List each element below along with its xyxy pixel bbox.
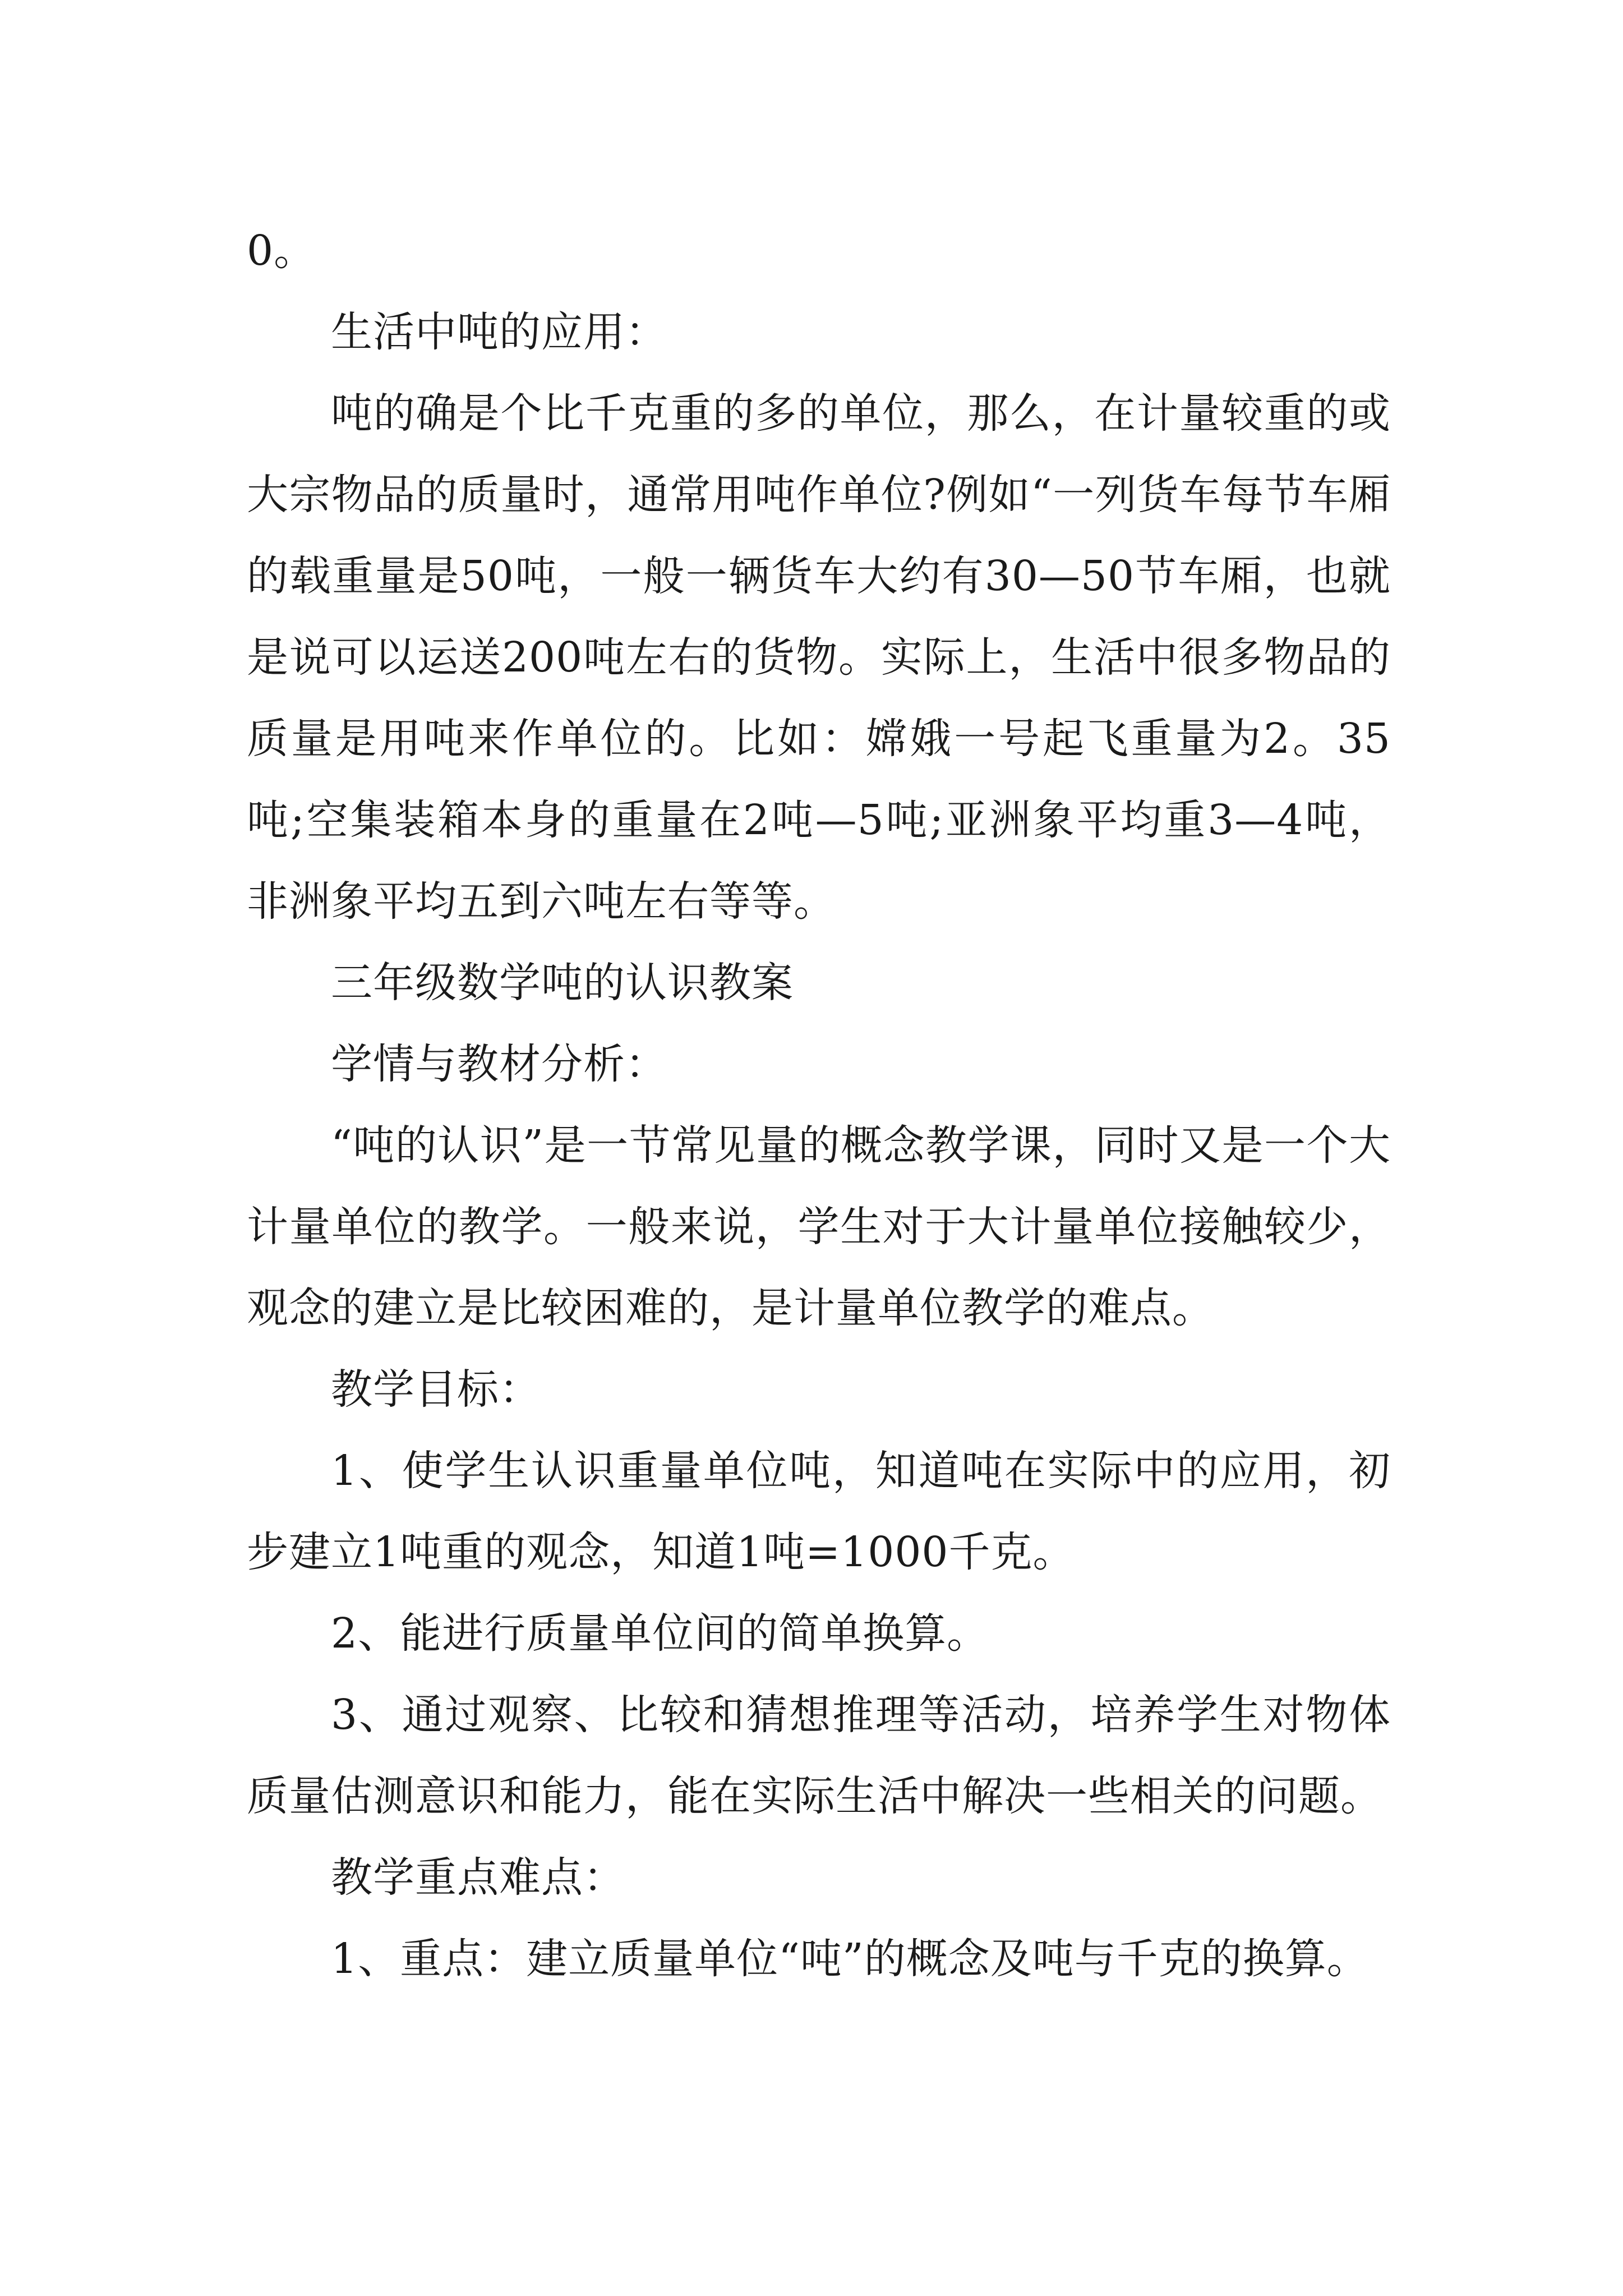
- paragraph-analysis: “吨的认识”是一节常见量的概念教学课，同时又是一个大计量单位的教学。一般来说，学生对于大计量单位接触较少，观念的建立是比较困难的，是计量单位教学的难点。: [247, 1121, 1391, 1332]
- objective-item-2: 2、能进行质量单位间的简单换算。: [331, 1609, 989, 1658]
- heading-key-points: 教学重点难点：: [331, 1853, 625, 1902]
- paragraph-continuation: 0。: [247, 227, 316, 275]
- paragraph-ton-examples: 吨的确是个比千克重的多的单位，那么，在计量较重的或大宗物品的质量时，通常用吨作单位?例如“一列货车每节车厢的载重量是50吨，一般一辆货车大约有30—50节车厢，也就是说可以运送200吨左右的货物。实际上，生活中很多物品的质量是用吨来作单位的。比如：嫦娥一号起飞重量为2。35吨;空集装箱本身的重量在2吨—5吨;亚洲象平均重3—4吨，非洲象平均五到六吨左右等等。: [247, 389, 1391, 926]
- heading-lesson-plan-title: 三年级数学吨的认识教案: [331, 959, 794, 1007]
- document-body: [247, 210, 1391, 2000]
- heading-ton-application: 生活中吨的应用：: [331, 308, 667, 356]
- key-point-item-1: 1、重点：建立质量单位“吨”的概念及吨与千克的换算。: [331, 1935, 1369, 1983]
- objective-item-3: 3、通过观察、比较和猜想推理等活动，培养学生对物体质量估测意识和能力，能在实际生活中解决一些相关的问题。: [247, 1691, 1391, 1820]
- objective-item-1: 1、使学生认识重量单位吨，知道吨在实际中的应用，初步建立1吨重的观念，知道1吨=1000千克。: [247, 1447, 1391, 1576]
- heading-analysis: 学情与教材分析：: [331, 1040, 667, 1088]
- heading-objectives: 教学目标：: [331, 1365, 541, 1414]
